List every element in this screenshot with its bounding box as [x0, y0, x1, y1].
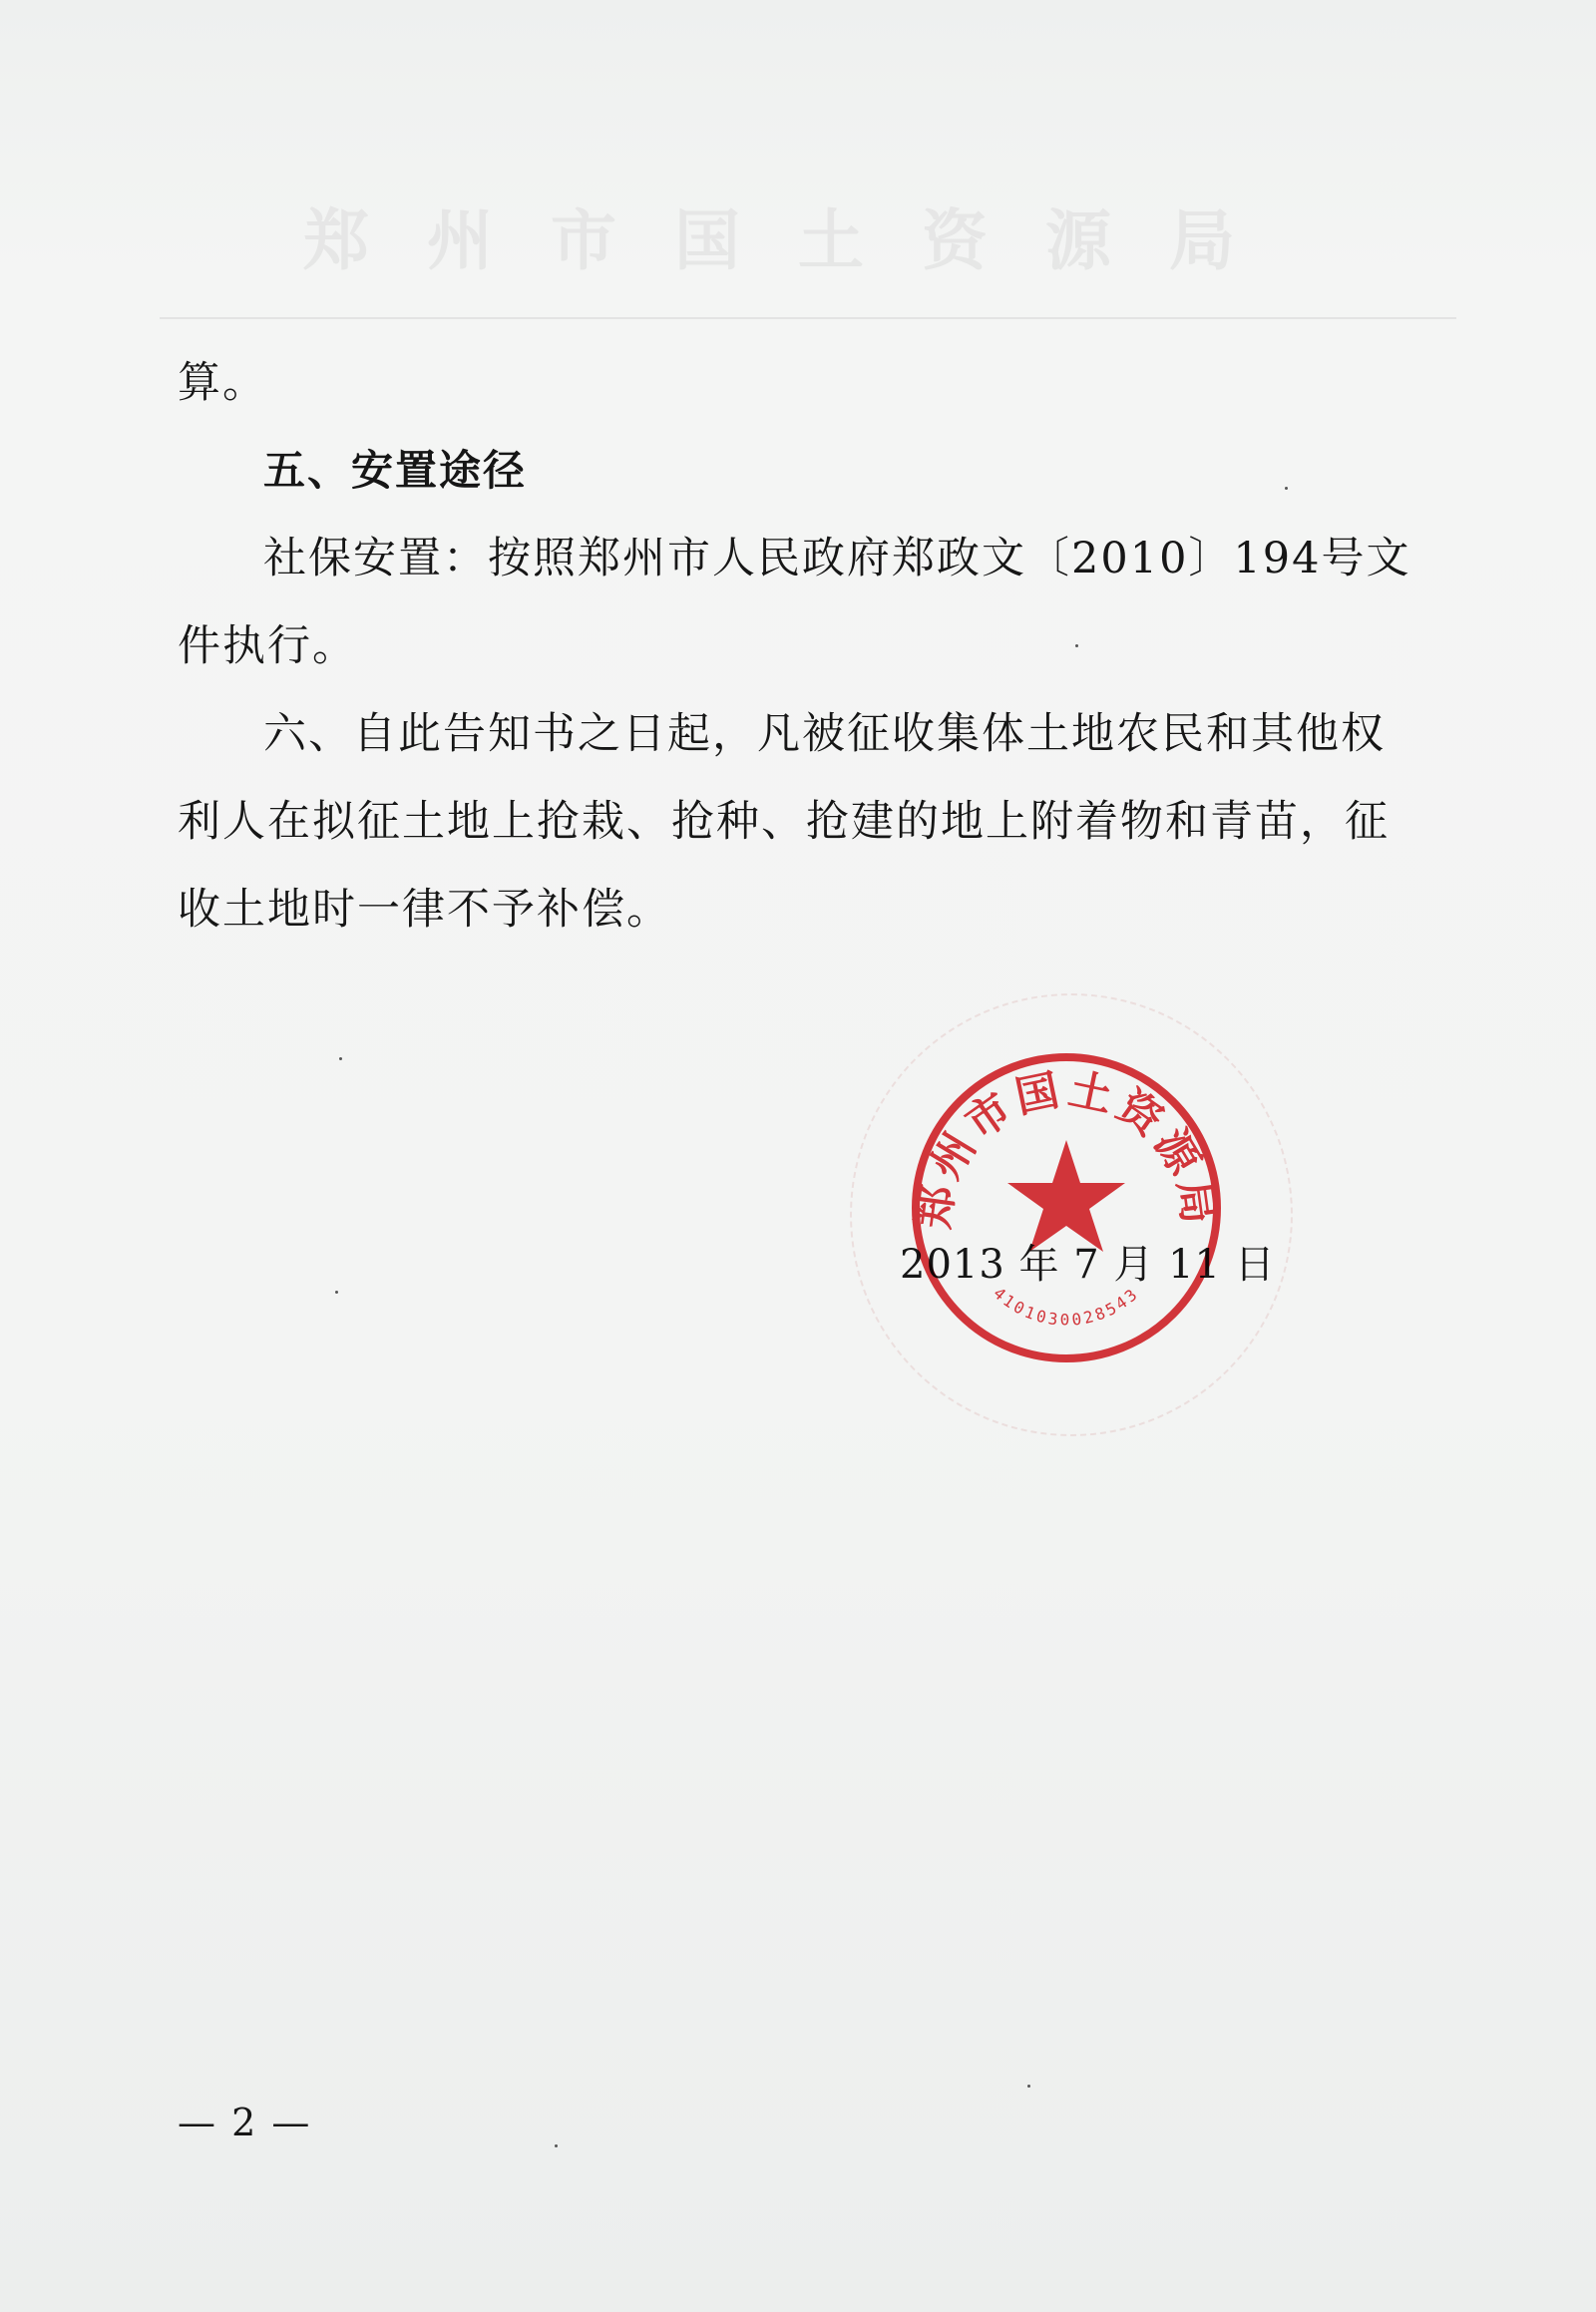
scan-speck [1027, 2085, 1030, 2088]
scan-speck [555, 2144, 558, 2147]
scan-speck [1285, 487, 1288, 490]
seal-star-icon [1007, 1140, 1125, 1252]
paragraph-continuation: 算。 [178, 358, 267, 408]
scan-speck [339, 1057, 342, 1060]
seal-serial-number: 4101030028543 [990, 1283, 1143, 1330]
bleed-through-header: 郑州市国土资源局 [303, 201, 1293, 279]
section-heading-resettlement: 五、安置途径 [263, 446, 528, 495]
scan-speck [335, 1291, 338, 1294]
official-seal [898, 1025, 1235, 1390]
scan-speck [1075, 644, 1078, 647]
seal-organization-text: 郑州市国土资源局 [909, 1064, 1224, 1232]
paragraph-no-compensation: 六、自此告知书之日起，凡被征收集体土地农民和其他权利人在拟征土地上抢栽、抢种、抢建的地上附着物和青苗，征收土地时一律不予补偿。 [178, 709, 1390, 935]
document-body [178, 339, 1414, 954]
issue-date: 2013 年 7 月 11 日 [900, 1242, 1276, 1288]
bleed-through-rule [160, 317, 1456, 319]
svg-text:4101030028543 [990, 1284, 1143, 1330]
page-number: — 2 — [178, 2101, 312, 2144]
paragraph-social-security: 社保安置：按照郑州市人民政府郑政文〔2010〕194号文件执行。 [178, 534, 1411, 671]
